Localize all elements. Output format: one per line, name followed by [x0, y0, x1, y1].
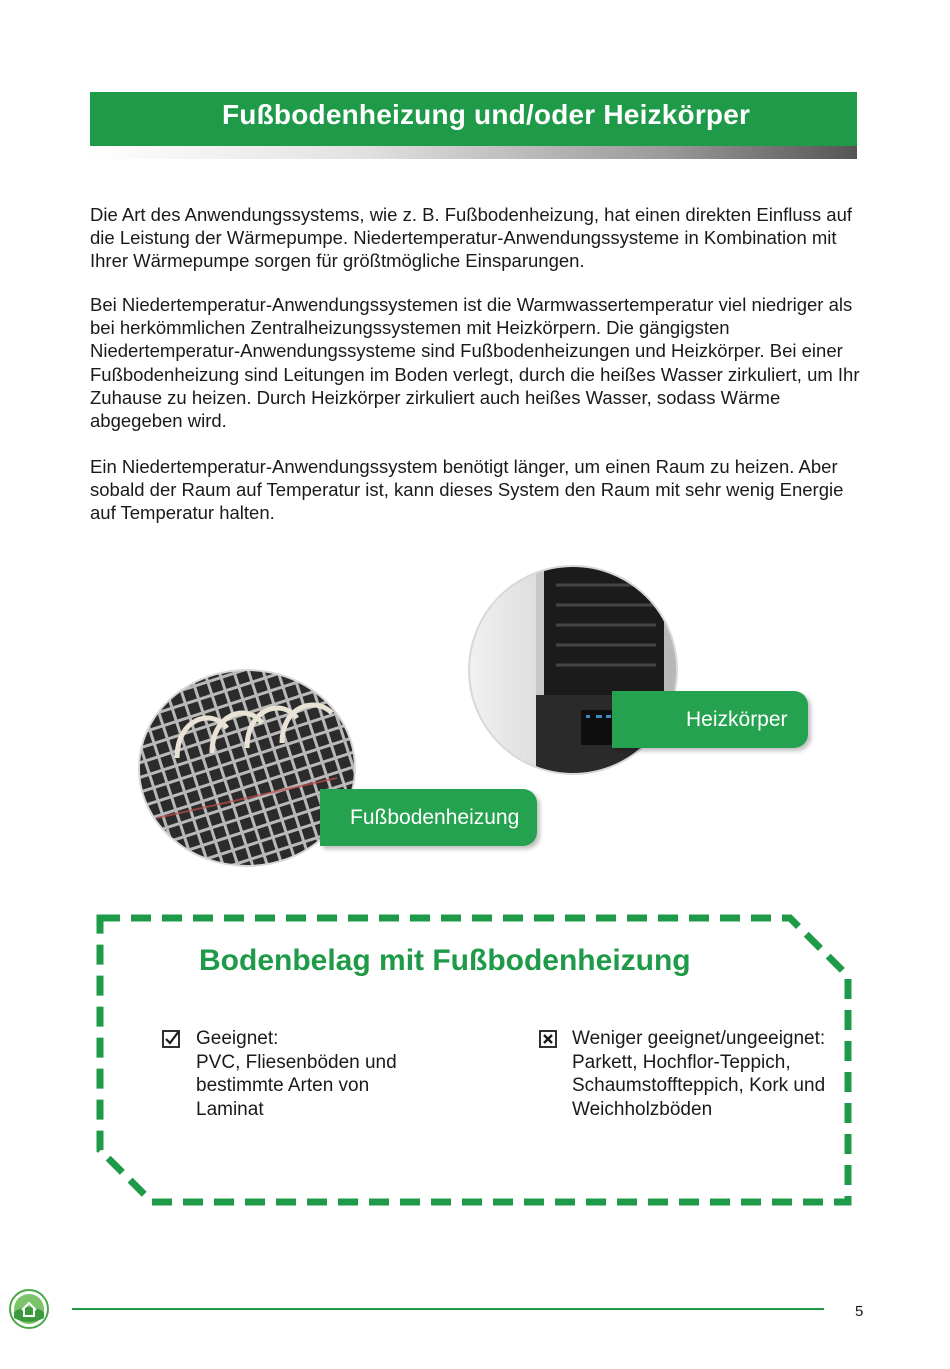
paragraph-heating-time: Ein Niedertemperatur-Anwendungssystem benötigt länger, um einen Raum zu heizen. Aber sobald der Raum auf Temperatur ist, kann dieses System den Raum mit sehr wenig Energie auf Temperatur halten. — [90, 456, 844, 524]
suitable-item — [196, 1027, 436, 1121]
unsuitable-item — [572, 1027, 842, 1121]
radiator-label-text: Heizkörper — [686, 707, 788, 731]
checkbox-crossed-icon — [539, 1030, 557, 1048]
title-bar-gradient — [90, 146, 857, 159]
floor-heating-label — [320, 789, 537, 846]
unsuitable-heading: Weniger geeignet/ungeeignet: — [572, 1028, 826, 1049]
floor-heating-label-text: Fußbodenheizung — [350, 805, 520, 829]
footer-divider — [72, 1308, 824, 1310]
page-title: Fußbodenheizung und/oder Heizkörper — [222, 99, 751, 130]
house-logo-icon — [8, 1288, 50, 1330]
paragraph-systems: Bei Niedertemperatur-Anwendungssystemen ist die Warmwassertemperatur viel niedriger als bei herkömmlichen Zentralheizungssystemen mit Heizkörpern. Die gängigsten Niedertemperatur-Anwendungssysteme sind Fußbodenheizungen und Heizkörper. Bei einer Fußbodenheizung sind Leitungen im Boden verlegt, durch die heißes Wasser zirkuliert, um Ihr Zuhause zu heizen. Durch Heizkörper zirkuliert auch heißes Wasser, sodass Wärme abgegeben wird. — [90, 294, 860, 432]
page-number: 5 — [855, 1303, 864, 1320]
checkbox-checked-icon — [162, 1030, 180, 1048]
radiator-label — [612, 691, 808, 748]
unsuitable-text: Parkett, Hochflor-Teppich, Schaumstoffteppich, Kork und Weichholzböden — [572, 1051, 826, 1120]
info-box-title: Bodenbelag mit Fußbodenheizung — [199, 944, 691, 977]
suitable-heading: Geeignet: — [196, 1028, 279, 1049]
paragraph-intro: Die Art des Anwendungssystems, wie z. B. Fußbodenheizung, hat einen direkten Einfluss auf die Leistung der Wärmepumpe. Niedertemperatur-Anwendungssysteme in Kombination mit Ihrer Wärmepumpe sorgen für größtmögliche Einsparungen. — [90, 204, 853, 272]
suitable-text: PVC, Fliesenböden und bestimmte Arten von Laminat — [196, 1051, 397, 1120]
